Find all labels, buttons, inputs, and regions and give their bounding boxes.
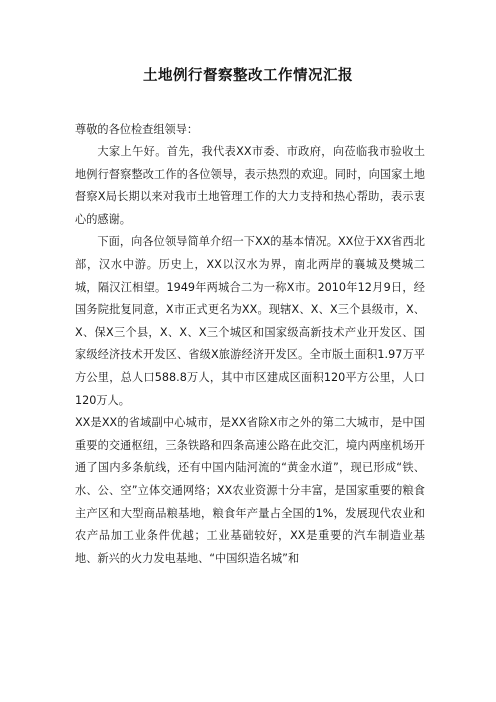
paragraph-city-status: XX是XX的省域副中心城市，是XX省除X市之外的第二大城市，是中国重要的交通枢纽，三条铁路和四条高速公路在此交汇，境内两座机场开通了国内多条航线，还有中国内陆河流的“黄金水道”，现已形成“铁、水、公、空”立体交通网络；XX农业资源十分丰富，是国家重要的粮食主产区和大型商品粮基地，粮食年产量占全国的1%，发展现代农业和农产品加工业条件优越；工业基础较好，XX是重要的汽车制造业基地、新兴的火力发电基地、“中国织造名城”和: [75, 416, 425, 565]
paragraph-welcome: 大家上午好。首先，我代表XX市委、市政府，向莅临我市验收土地例行督察整改工作的各位领导，表示热烈的欢迎。同时，向国家土地督察X局长期以来对我市土地管理工作的大力支持和热心帮助，表示衷心的感谢。: [75, 145, 425, 226]
document-title: 土地例行督察整改工作情况汇报: [143, 68, 353, 84]
salutation: 尊敬的各位检查组领导：: [75, 123, 199, 136]
paragraph-city-overview: 下面，向各位领导简单介绍一下XX的基本情况。XX位于XX省西北部，汉水中游。历史上，XX以汉水为界，南北两岸的襄城及樊城二城，隔汉江相望。1949年两城合二为一称X市。2010年12月9日，经国务院批复同意，X市正式更名为XX。现辖X、X、X三个县级市，X、X、保X三个县，X、X、X三个城区和国家级高新技术产业开发区、国家级经济技术开发区、省级X旅游经济开发区。全市版土面积1.97万平方公里，总人口588.8万人，其中市区建成区面积120平方公里，人口120万人。: [75, 235, 425, 407]
document-body: [75, 141, 425, 570]
